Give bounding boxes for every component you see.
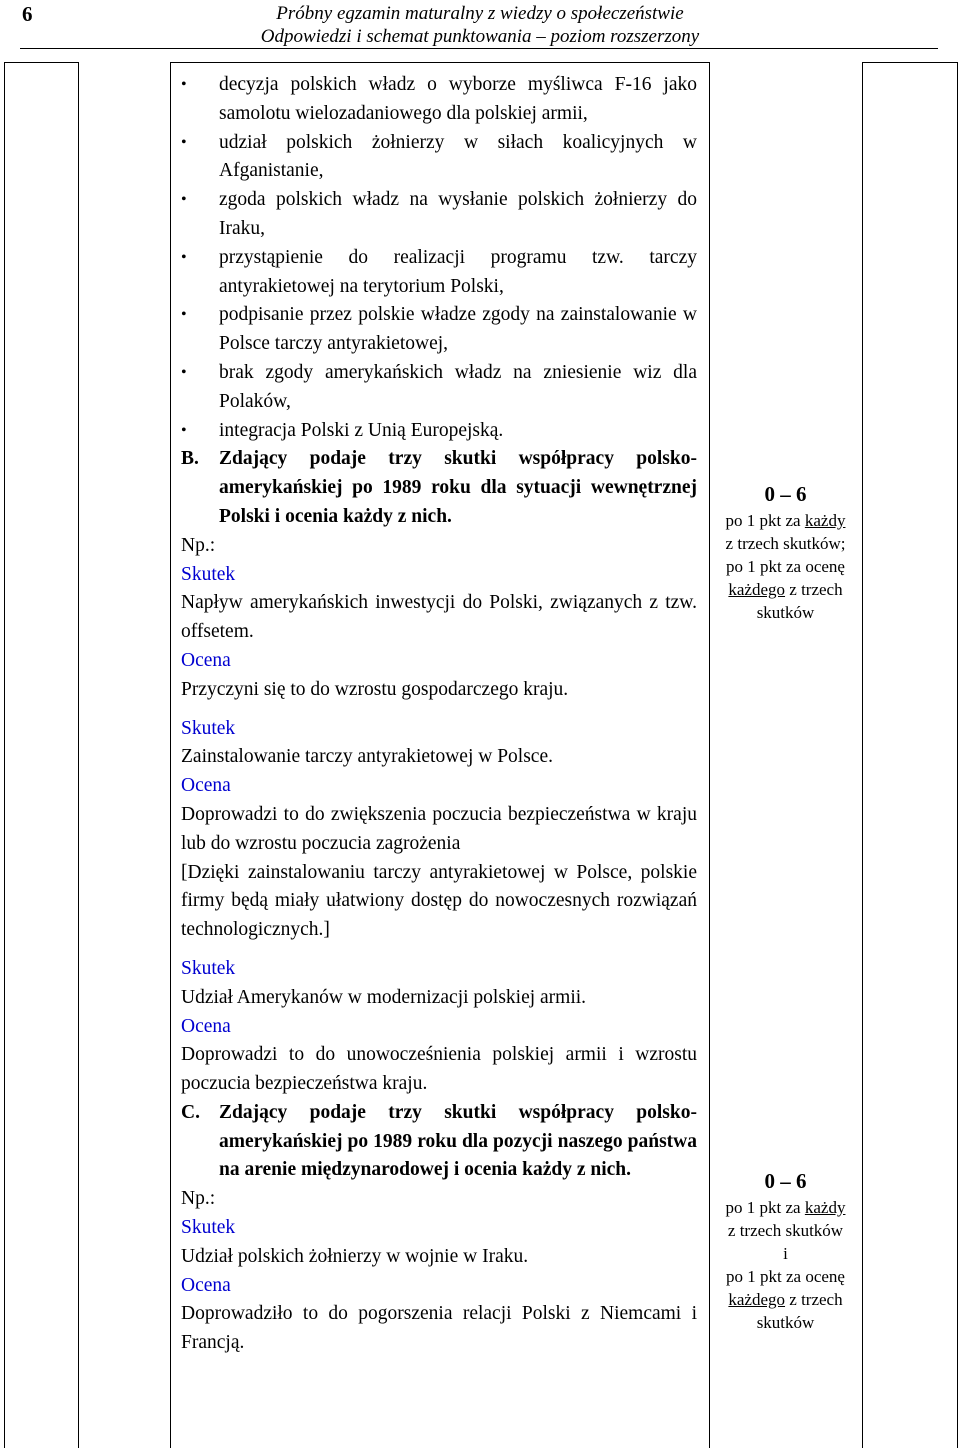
table-border [78, 62, 79, 1448]
score-points: 0 – 6 [764, 1169, 807, 1193]
header-rule [20, 48, 938, 49]
list-item: • udział polskich żołnierzy w siłach koalicyjnych w Afganistanie, [181, 129, 697, 187]
skutek-text: Udział polskich żołnierzy w wojnie w Iraku. [181, 1245, 529, 1267]
table-border [862, 62, 863, 1448]
ocena-label: Ocena [181, 1015, 231, 1037]
list-item: • integracja Polski z Unią Europejską. [181, 417, 697, 446]
score-line: po 1 pkt za ocenę [726, 557, 845, 576]
skutek-label: Skutek [181, 563, 236, 585]
score-line: i [783, 1244, 788, 1263]
section-b-np: Np.: [181, 534, 216, 556]
score-line: po 1 pkt za każdy [725, 1198, 846, 1217]
skutek-text: Zainstalowanie tarczy antyrakietowej w Polsce. [181, 746, 553, 768]
score-line: każdego z trzech [728, 580, 843, 599]
section-c-np: Np.: [181, 1188, 216, 1210]
section-b-task-text: Zdający podaje trzy skutki współpracy polsko-amerykańskiej po 1989 roku dla sytuacji wewnętrznej Polski i ocenia każdy z nich. [219, 448, 697, 527]
ocena-extra-text: [Dzięki zainstalowaniu tarczy antyrakietowej w Polsce, polskie firmy będą miały ułatwiony dostęp do nowoczesnych rozwiązań technologicznych.] [181, 861, 697, 941]
ocena-text: Przyczyni się to do wzrostu gospodarczego kraju. [181, 678, 569, 700]
table-border [170, 62, 171, 1448]
ocena-label: Ocena [181, 649, 231, 671]
score-line: z trzech skutków; [725, 534, 846, 553]
skutek-text: Udział Amerykanów w modernizacji polskiej armii. [181, 986, 587, 1008]
score-line: po 1 pkt za ocenę [726, 1267, 845, 1286]
page-header [0, 2, 960, 48]
score-line: każdego z trzech [728, 1290, 843, 1309]
list-item: • zgoda polskich władz na wysłanie polskich żołnierzy do Iraku, [181, 186, 697, 244]
table-top-border-right [862, 62, 958, 63]
bullet-list [181, 71, 697, 445]
score-box-c [709, 1166, 862, 1334]
answer-content [181, 71, 697, 1358]
score-line: z trzech skutków [727, 1221, 844, 1240]
list-item: • brak zgody amerykańskich władz na zniesienie wiz dla Polaków, [181, 359, 697, 417]
list-item: • decyzja polskich władz o wyborze myśliwca F-16 jako samolotu wielozadaniowego dla polskiej armii, [181, 71, 697, 129]
section-b-task [181, 445, 697, 531]
table-border [4, 62, 5, 1448]
ocena-label: Ocena [181, 1274, 231, 1296]
section-c-task-text: Zdający podaje trzy skutki współpracy polsko-amerykańskiej po 1989 roku dla pozycji naszego państwa na arenie międzynarodowej i ocenia każdy z nich. [219, 1101, 697, 1181]
section-c-task [181, 1099, 697, 1185]
table-top-border-middle [170, 62, 710, 63]
section-c-letter: C. [181, 1101, 200, 1123]
table-top-border-left [4, 62, 78, 63]
header-title-line1: Próbny egzamin maturalny z wiedzy o społeczeństwie [276, 3, 684, 24]
skutek-text: Napływ amerykańskich inwestycji do Polski, związanych z tzw. offsetem. [181, 592, 697, 643]
skutek-label: Skutek [181, 717, 236, 739]
skutek-label: Skutek [181, 957, 236, 979]
header-title-line2: Odpowiedzi i schemat punktowania – poziom rozszerzony [260, 26, 700, 47]
ocena-label: Ocena [181, 775, 231, 797]
score-points: 0 – 6 [764, 482, 807, 506]
page-number: 6 [22, 2, 33, 26]
table-border [957, 62, 958, 1448]
score-box-b [709, 479, 862, 624]
score-line: skutków [756, 1313, 815, 1332]
ocena-text: Doprowadziło to do pogorszenia relacji Polski z Niemcami i Francją. [181, 1303, 697, 1354]
list-item: • przystąpienie do realizacji programu tzw. tarczy antyrakietowej na terytorium Polski, [181, 244, 697, 302]
score-line: po 1 pkt za każdy [725, 511, 846, 530]
score-line: skutków [756, 603, 815, 622]
ocena-text: Doprowadzi to do zwiększenia poczucia bezpieczeństwa w kraju lub do wzrostu poczucia zagrożenia [181, 803, 697, 854]
ocena-text: Doprowadzi to do unowocześnienia polskiej armii i wzrostu poczucia bezpieczeństwa kraju. [181, 1044, 697, 1095]
skutek-label: Skutek [181, 1217, 236, 1239]
section-b-letter: B. [181, 448, 199, 470]
list-item: • podpisanie przez polskie władze zgody na zainstalowanie w Polsce tarczy antyrakietowej, [181, 301, 697, 359]
